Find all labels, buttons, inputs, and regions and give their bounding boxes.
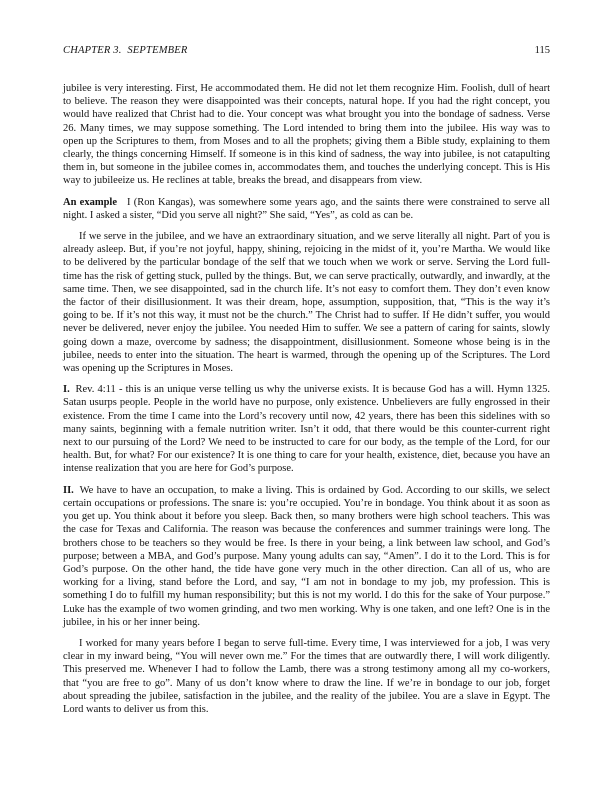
paragraph-if-we-serve: If we serve in the jubilee, and we have an extraordinary situation, and we serve literally all night. Part of you is already asleep. But, if you’re not joyful, happy, shining, rejoicing in the midst of it, you’re Martha. We would like to be delivered by the particular bondage of the self that we touch when we work or serve. Serving the Lord full-time has the risk of getting stuck, pulled by the things. But, we can serve practically, outwardly, and inwardly, at the same time. Then, we see disappointed, sad in the church life. It’s not easy to comfort them. They don’t even know the factor of their disillusionment. It was their dream, hope, assumption, supposition, that, “This is the way it’s going to be. If it’s not this way, it must not be the church.” The Christ had to suffer. If He didn’t suffer, you would never be delivered, never enjoy the jubilee. You needed Him to suffer. We see a pattern of caring for saints, slowly going down a maze, overcome by sadness; the disappointment, disillusionment. Someone whose being is in the jubilee, needs to enter into the situation. The heart is warmed, through the opening up of the Scriptures. The Lord was opening up the Scriptures in Moses.: [63, 231, 550, 375]
running-head: [63, 44, 187, 57]
page-header: [63, 44, 550, 57]
paragraph-text: We have to have an occupation, to make a living. This is ordained by God. According to our skills, we select certain occupations or professions. The snare is: you’re occupied. You’re in bondage. You think about it as soon as you get up. You think about it before you sleep. Back then, so many brothers were high school teachers. This was the case for Texas and California. The reason was because the conferences and summer trainings were long. The brothers chose to be teachers so they would be free. Is there in your being, a link between law school, and God’s purpose; between a MBA, and God’s purpose. Many young adults can say, “Amen”. I do it to the Lord. This is for God’s purpose. On the other hand, the tide have gone very much in the other direction. Can all of us, who are working for a living, stand before the Lord, and say, “I am not in bondage to my job, my profession. This is something I do to fulfill my human responsibility; but this is not my world. I do this for the sake of Your purpose.” Luke has the example of two women grinding, and two men working. Why is one taken, and one left? One is in the jubilee, in his or her inner being.: [63, 484, 550, 628]
paragraph-text: I (Ron Kangas), was somewhere some years ago, and the saints there were constrained to serve all night. I asked a sister, “Did you serve all night?” She said, “Yes”, as cold as can be.: [63, 196, 551, 221]
page-number: 115: [534, 45, 550, 56]
run-in-heading-an-example: An example: [63, 196, 118, 208]
paragraph-jubilee-continuation: jubilee is very interesting. First, He accommodated them. He did not let them recognize Him. Foolish, dull of heart to believe. The reason they were disappointed was their concepts, natural hope. If you had the right concept, you would have realized that Christ had to die. Your concept was what brought you into the bondage of sadness. Verse 26. Many times, we may suppose something. The Lord intended to bring them into the jubilee. His way was to open up the Scriptures to them, from Moses and to all the prophets; giving them a Bible study, explaining to them clearly, the things concerning Himself. If someone is in this kind of sadness, the way into jubilee, is not catapulting them in, but someone in the jubilee comes in, accommodates them, and touches the underlying concept. This is His way to jubileeize us. He reclines at table, breaks the bread, and disappears from view.: [63, 83, 550, 187]
paragraph-point-one: [63, 383, 550, 475]
chapter-title: SEPTEMBER: [127, 45, 188, 56]
run-in-heading-point-one: I.: [63, 384, 70, 396]
chapter-label: CHAPTER 3.: [63, 45, 122, 56]
paragraph-text: Rev. 4:11 - this is an unique verse telling us why the universe exists. It is because God has a will. Hymn 1325. Satan usurps people. People in the world have no purpose, only existence. Unbelievers are fully engrossed in their existence. From the time I came into the Lord’s recovery until now, 42 years, there has been this sidelines with so many saints, beginning with a female nutrition writer. Isn’t it odd, that there would be this counter-current right next to our pursuing of the Lord? We need to be instructed to care for our body, as the temple of the Lord, for our health. But, for what? For our existence? It is one thing to care for your health, existence, diet, because you have an intense realization that you are here for God’s purpose.: [63, 384, 550, 475]
run-in-heading-point-two: II.: [63, 484, 74, 496]
page-body: [63, 82, 550, 716]
paragraph-an-example: [63, 196, 550, 222]
paragraph-i-worked: I worked for many years before I began to serve full-time. Every time, I was interviewed for a job, I was very clear in my inward being, “You will never own me.” For the times that are outwardly there, I will work diligently. This preserved me. Whenever I had to follow the Lamb, there was a strong testimony among all my co-workers, that “you are free to go”. Many of us don’t know where to draw the line. If we’re in bondage to our job, forget about spreading the jubilee, satisfaction in the jubilee, and the reality of the jubilee. You are a slave in Egypt. The Lord wants to deliver us from this.: [63, 637, 550, 715]
paragraph-point-two: [63, 484, 550, 629]
page-content: [63, 44, 550, 724]
